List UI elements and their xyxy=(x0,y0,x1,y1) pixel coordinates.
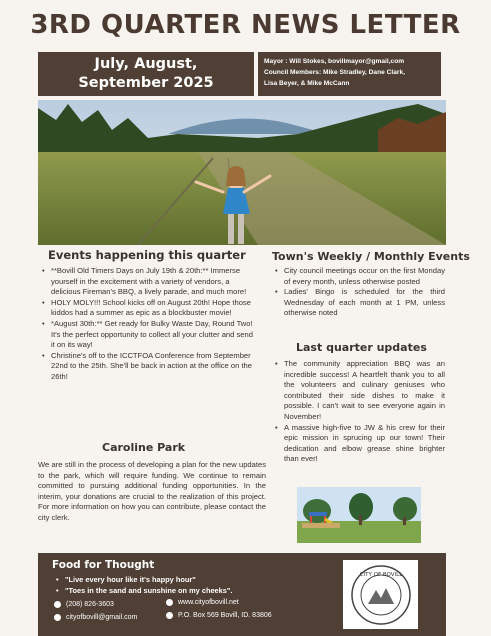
address-contact xyxy=(166,612,272,619)
caroline-park-heading: Caroline Park xyxy=(102,441,186,454)
list-item: • A massive high-five to JW & his crew for their epic mission in sprucing up our town! Their dedication and elbow grease shine brighter than ever! xyxy=(275,423,445,465)
globe-icon xyxy=(166,599,173,606)
food-for-thought-heading: Food for Thought xyxy=(52,559,155,571)
seal-text: CITY OF BOVILL xyxy=(359,571,402,578)
city-seal-icon xyxy=(350,564,412,626)
newsletter-title: 3RD QUARTER NEWS LETTER xyxy=(30,10,461,40)
mailing-address: P.O. Box 569 Bovill, ID. 83806 xyxy=(178,612,272,619)
dates-line-2: September 2025 xyxy=(78,75,214,91)
list-item: • Christine's off to the ICCTFOA Conference from September 22nd to the 25th. She'll be back in action at the office on the 26th! xyxy=(42,351,257,383)
last-quarter-heading: Last quarter updates xyxy=(296,341,427,354)
website-link[interactable]: www.cityofbovill.net xyxy=(178,599,239,606)
officials-banner xyxy=(258,52,441,96)
mayor-line: Mayor : Will Stokes, bovillmayor@gmail,com xyxy=(264,58,405,65)
date-banner xyxy=(38,52,254,96)
footer-panel xyxy=(38,553,446,636)
phone-contact xyxy=(54,601,114,608)
weekly-heading: Town's Weekly / Monthly Events xyxy=(272,250,470,263)
list-item: • "Toes in the sand and sunshine on my cheeks". xyxy=(56,585,232,596)
quotes-list xyxy=(56,574,232,596)
events-list xyxy=(42,266,257,383)
email-icon xyxy=(54,614,61,621)
playground-photo-illustration xyxy=(297,487,421,543)
list-item: • City council meetings occur on the first Monday of every month, unless otherwise posted xyxy=(275,266,445,287)
meadow-photo-illustration xyxy=(38,100,446,245)
email-address[interactable]: cityofbovill@gmail.com xyxy=(66,614,138,621)
list-item: • The community appreciation BBQ was an incredible success! A heartfelt thank you to all the volunteers and culinary geniuses who contributed their side dishes to make it possible. I can't wait to see everyone again in November! xyxy=(275,359,445,423)
last-quarter-list xyxy=(275,359,445,465)
list-item: • "Live every hour like it's happy hour" xyxy=(56,574,232,585)
dates-line-1: July, August, xyxy=(94,56,198,72)
list-item: • *August 30th:** Get ready for Bulky Waste Day, Round Two! It's the perfect opportunity to collect all your clutter and send it on its way! xyxy=(42,319,257,351)
weekly-list xyxy=(275,266,445,319)
phone-number: (208) 826-3603 xyxy=(66,601,114,608)
hero-photo xyxy=(38,100,446,245)
email-contact xyxy=(54,614,137,621)
phone-icon xyxy=(54,601,61,608)
location-pin-icon xyxy=(166,612,173,619)
website-contact xyxy=(166,599,239,606)
council-line-2: Lisa Beyer, & Mike McCann xyxy=(264,80,350,87)
council-line-1: Council Members: Mike Stradley, Dane Clark, xyxy=(264,69,405,76)
caroline-park-body: We are still in the process of developing a plan for the new updates to the park, which will require funding. We continue to remain committed to pursuing additional funding opportunities. In the interim, your donations are crucial to the realization of this project. For more information on how you can contribute, please contact the city clerk. xyxy=(38,460,266,522)
list-item: • **Bovill Old Timers Days on July 19th & 20th:** Immerse yourself in the excitement with a variety of vendors, a delicious Fireman's BBQ, a lively parade, and much more! xyxy=(42,266,257,298)
events-heading: Events happening this quarter xyxy=(48,248,246,262)
city-seal xyxy=(343,560,418,629)
list-item: • HOLY MOLY!!! School kicks off on August 20th! Hope those kiddos had a summer as epic as a blockbuster movie! xyxy=(42,298,257,319)
list-item: • Ladies' Bingo is scheduled for the third Wednesday of each month at 1 PM, unless otherwise noted xyxy=(275,287,445,319)
park-photo xyxy=(297,487,421,543)
